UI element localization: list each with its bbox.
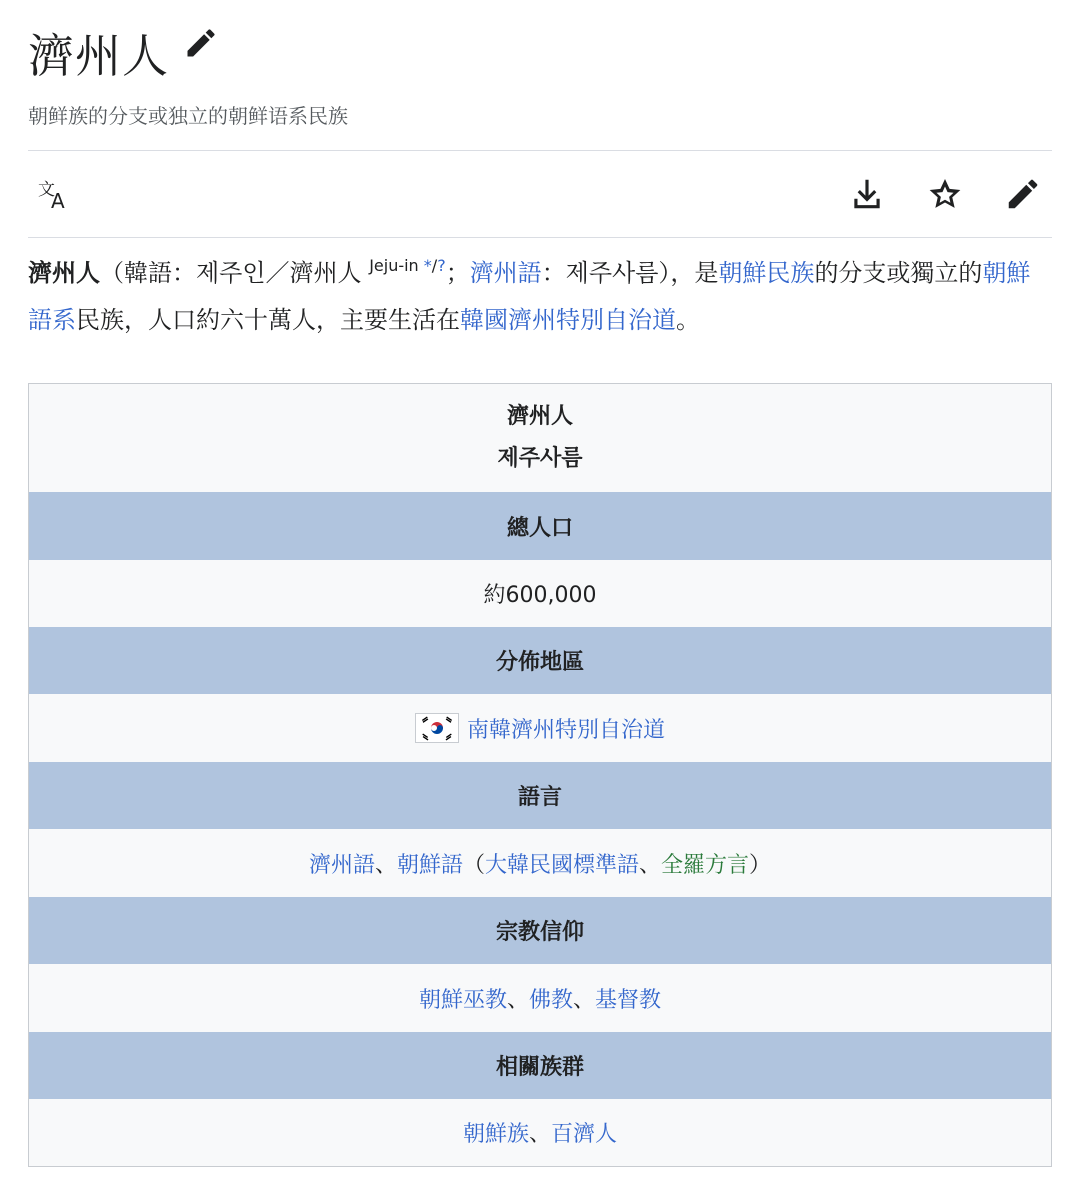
link-jeju-province[interactable]: 韓國濟州特別自治道 <box>460 306 676 334</box>
sup-separator: / <box>431 256 438 275</box>
infobox-title <box>29 384 1051 492</box>
edit-title-icon[interactable] <box>183 25 219 61</box>
intro-text-6: 。 <box>676 306 700 334</box>
edit-icon[interactable] <box>1004 175 1042 213</box>
intro-text-2: ； <box>445 259 470 287</box>
translate-icon[interactable] <box>36 175 74 213</box>
help-link[interactable]: ? <box>437 256 446 275</box>
intro-text-3: ：제주사름），是 <box>541 259 719 287</box>
regions-header: 分佈地區 <box>29 627 1051 694</box>
intro-text-4: 的分支或獨立的 <box>814 259 983 287</box>
download-icon[interactable] <box>848 175 886 213</box>
link-korean-shamanism[interactable]: 朝鮮巫教 <box>418 987 507 1013</box>
romanization-text: Jeju-in <box>369 256 419 275</box>
religion-sep-2: 、 <box>573 987 596 1013</box>
page-toolbar <box>28 150 1052 238</box>
related-header: 相關族群 <box>29 1032 1051 1099</box>
related-value <box>29 1099 1051 1166</box>
languages-header: 語言 <box>29 762 1051 829</box>
intro-text-5: 民族，人口約六十萬人，主要生活在 <box>76 306 460 334</box>
languages-value <box>29 829 1051 897</box>
lang-open-paren: （ <box>462 852 485 878</box>
link-korean-language[interactable]: 朝鮮語 <box>396 852 463 878</box>
population-header: 總人口 <box>29 492 1051 560</box>
link-jeju-language-2[interactable]: 濟州語 <box>308 852 375 878</box>
link-koreanic[interactable]: 朝鮮語系 <box>28 259 1031 334</box>
link-korean-ethnic[interactable]: 朝鮮民族 <box>718 259 815 287</box>
title-row <box>28 18 219 88</box>
lang-sep-1: 、 <box>374 852 397 878</box>
star-icon[interactable] <box>926 175 964 213</box>
religion-sep-1: 、 <box>506 987 529 1013</box>
link-jeolla-dialect[interactable]: 全羅方言 <box>661 852 750 878</box>
link-jeju-language[interactable]: 濟州語 <box>469 259 542 287</box>
link-standard-korean[interactable]: 大韓民國標準語 <box>485 852 640 878</box>
svg-text:A: A <box>51 189 65 213</box>
religion-value <box>29 964 1051 1032</box>
pronunciation-link[interactable]: * <box>423 256 432 275</box>
infobox-name-ko: 제주사름 <box>497 446 583 471</box>
svg-text:文: 文 <box>38 180 55 200</box>
intro-text-1: （韓語：제주인／濟州人 <box>100 259 370 287</box>
lang-sep-2: 、 <box>639 852 662 878</box>
link-christianity[interactable]: 基督教 <box>595 987 662 1013</box>
intro-term: 濟州人 <box>28 259 100 287</box>
link-baekje-people[interactable]: 百濟人 <box>551 1122 618 1147</box>
link-jeju-province-region[interactable]: 南韓濟州特別自治道 <box>466 717 665 743</box>
lang-close-paren: ） <box>749 852 772 878</box>
link-buddhism[interactable]: 佛教 <box>528 987 573 1013</box>
south-korea-flag-icon <box>415 713 459 743</box>
link-korean-people[interactable]: 朝鮮族 <box>462 1122 529 1147</box>
romanization <box>369 256 446 275</box>
regions-value <box>29 694 1051 762</box>
intro-paragraph <box>28 250 1052 344</box>
infobox-name-zh: 濟州人 <box>506 404 573 429</box>
religion-header: 宗教信仰 <box>29 897 1051 964</box>
page-subtitle: 朝鲜族的分支或独立的朝鲜语系民族 <box>28 104 348 128</box>
population-value: 約600,000 <box>29 560 1051 627</box>
related-sep-1: 、 <box>528 1122 551 1147</box>
infobox <box>28 383 1052 1167</box>
page-title: 濟州人 <box>28 29 169 83</box>
